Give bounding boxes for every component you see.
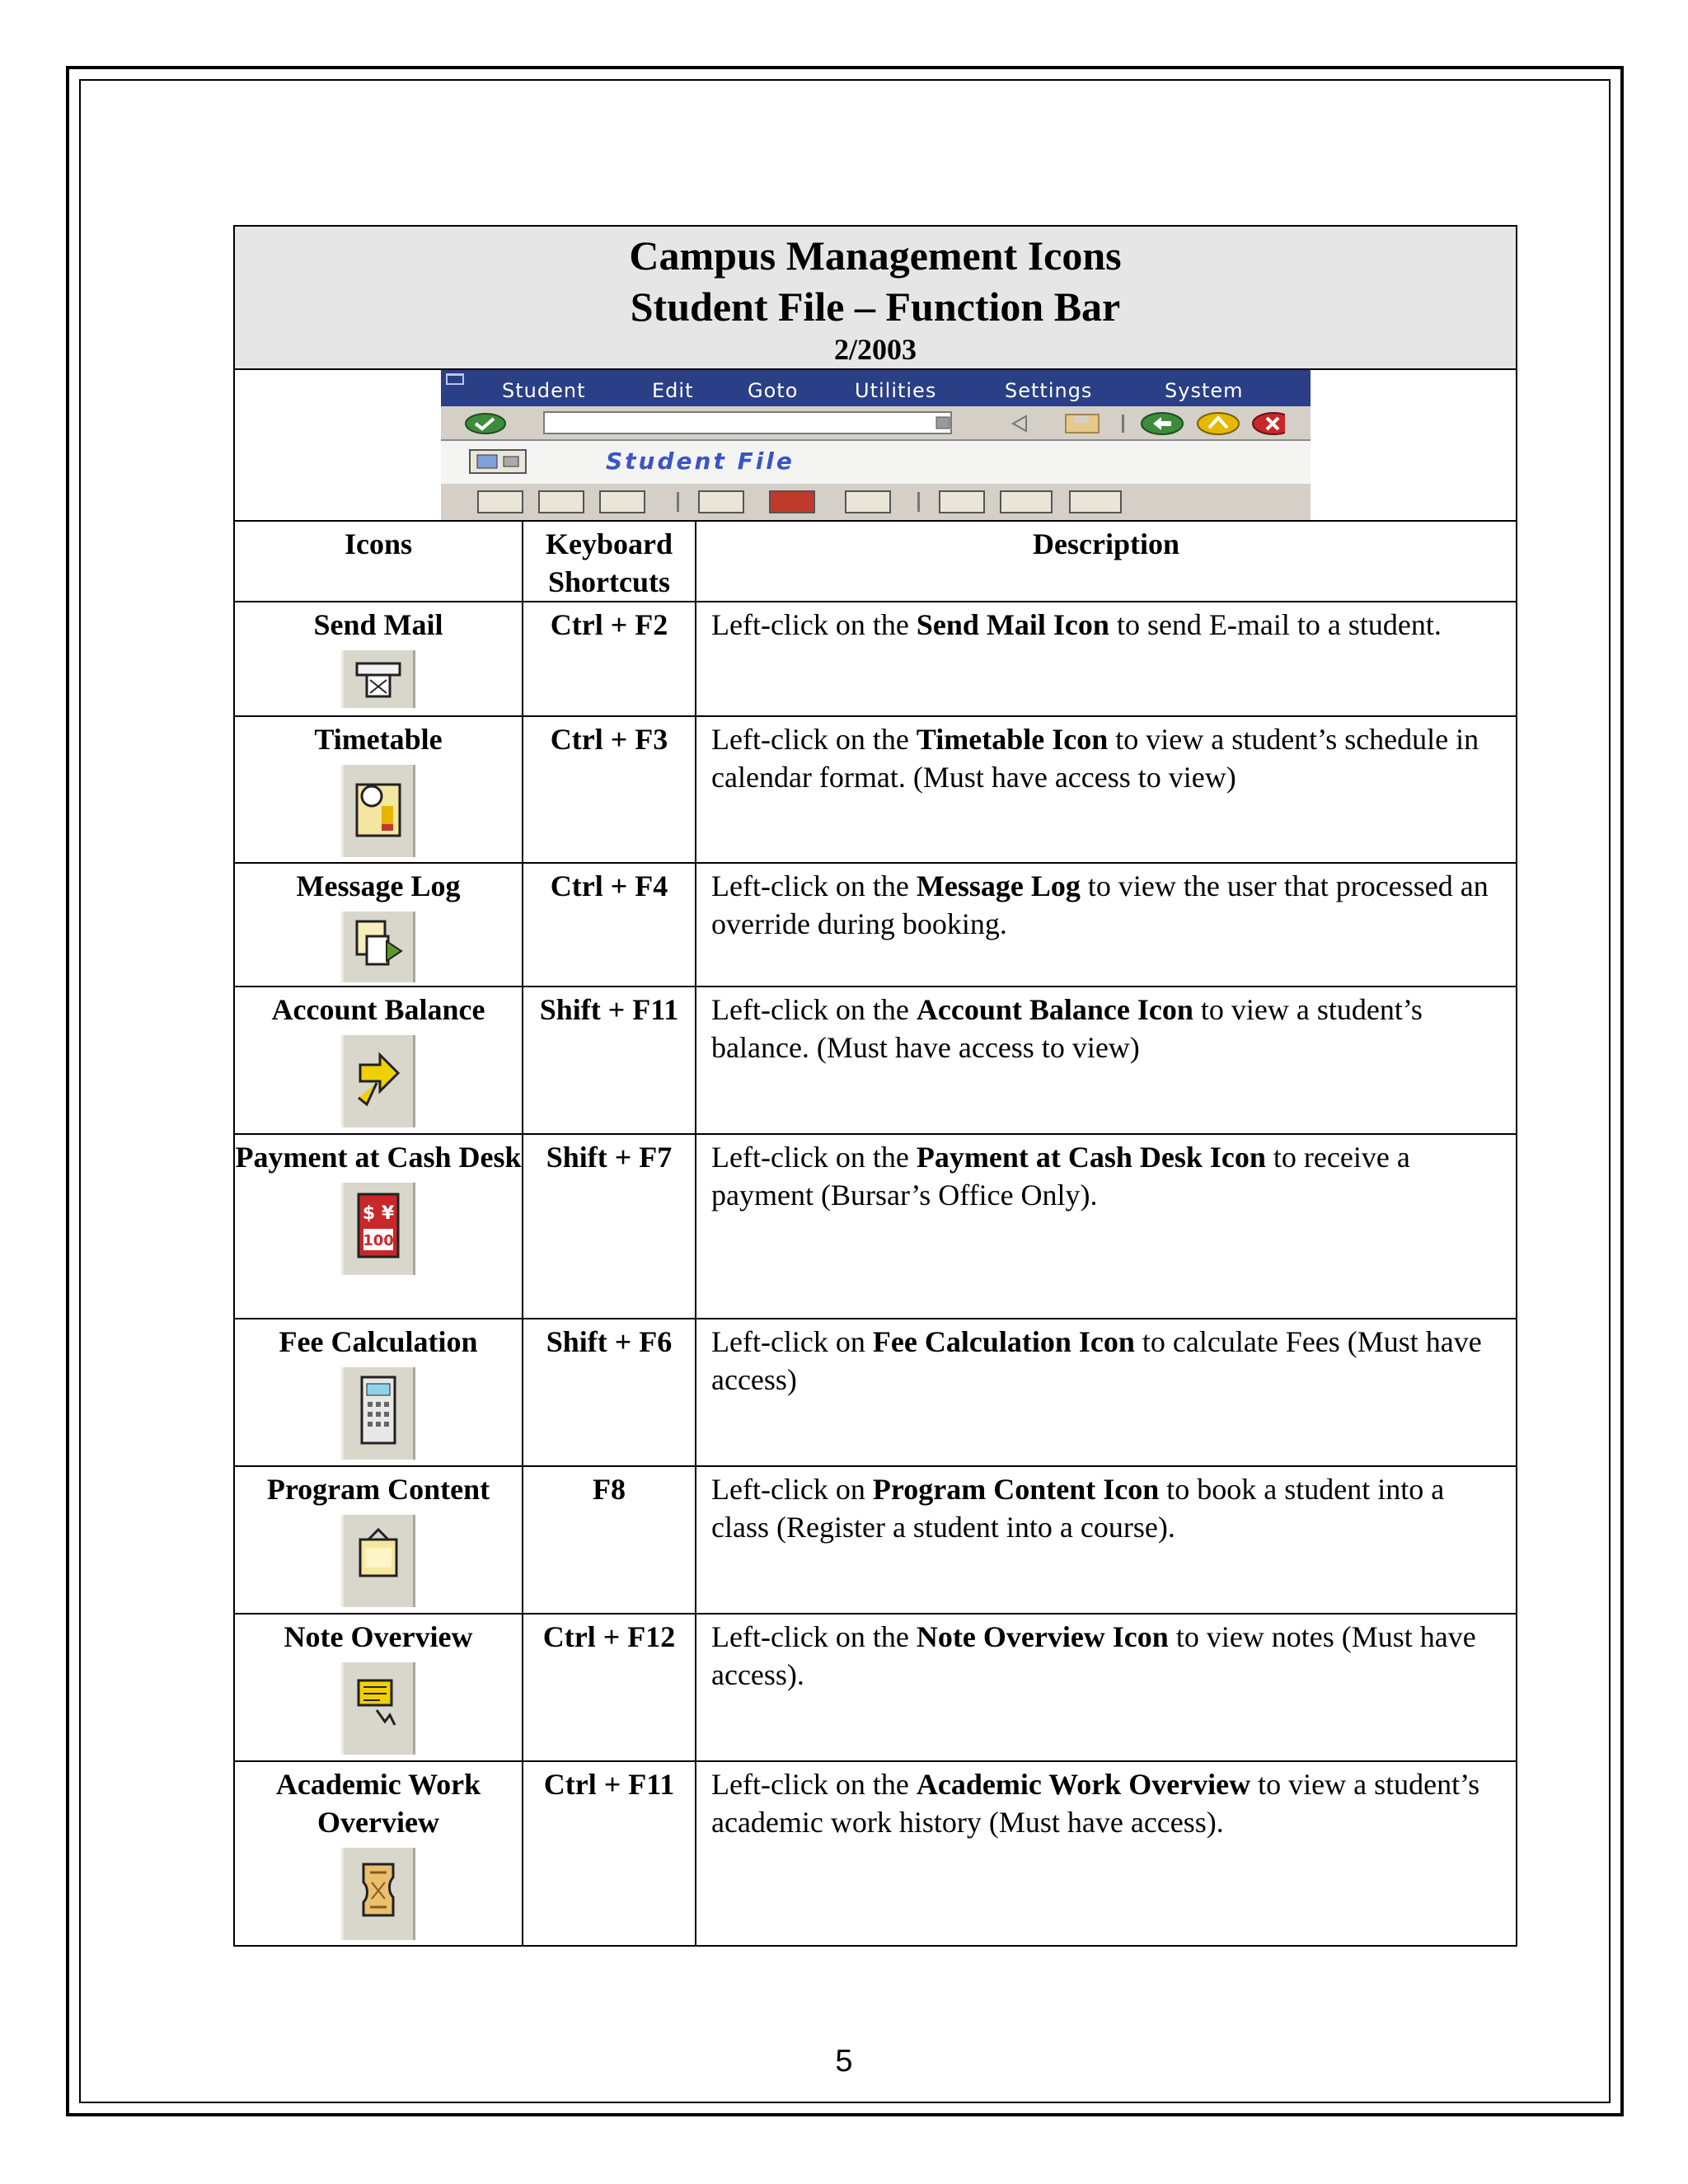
toolbar-academic-work-button <box>1069 490 1122 513</box>
table-row <box>234 1466 1517 1614</box>
icon-cell <box>234 716 523 863</box>
program-content-icon <box>341 1515 415 1607</box>
icon-name: Message Log <box>296 869 461 902</box>
shortcut-cell: Ctrl + F11 <box>523 1761 696 1946</box>
description-bold: Payment at Cash Desk Icon <box>916 1141 1266 1174</box>
shortcut-cell: Ctrl + F4 <box>523 863 696 987</box>
toolbar-note-overview-button <box>1000 490 1053 513</box>
shortcut-cell: Shift + F11 <box>523 987 696 1134</box>
icon-name: Timetable <box>314 723 443 756</box>
description-bold: Fee Calculation Icon <box>872 1325 1135 1358</box>
description-text: to view the user that processed an override during booking. <box>711 869 1489 940</box>
toolbar-separator <box>677 492 679 512</box>
function-bar-table <box>233 225 1517 1947</box>
table-row <box>234 716 1517 863</box>
header-icons: Icons <box>234 521 523 602</box>
sap-screen-title: Student File <box>606 448 795 475</box>
description-bold: Account Balance Icon <box>916 993 1193 1026</box>
save-small-icon <box>935 416 950 429</box>
menu-system: System <box>1165 379 1244 402</box>
document-date: 2/2003 <box>833 333 917 366</box>
shortcut-cell: Ctrl + F3 <box>523 716 696 863</box>
description-text: to view a student’s academic work history (Must have access). <box>711 1768 1480 1839</box>
toolbar-separator <box>1122 415 1124 433</box>
table-row <box>234 1761 1517 1946</box>
sap-screenshot-cell <box>234 369 1517 521</box>
shortcut-cell: Shift + F6 <box>523 1319 696 1466</box>
description-text: Left-click on the <box>711 993 917 1026</box>
icon-cell <box>234 602 523 716</box>
description-text: to view a student’s balance. (Must have access to view) <box>711 993 1423 1064</box>
icon-name: Program Content <box>266 1473 490 1506</box>
shortcut-cell: Shift + F7 <box>523 1134 696 1319</box>
description-cell <box>696 716 1517 863</box>
menu-goto: Goto <box>748 379 799 402</box>
message-log-icon <box>341 912 415 982</box>
account-balance-icon <box>341 1035 415 1127</box>
table-row <box>234 863 1517 987</box>
toolbar-program-content-button <box>939 490 985 513</box>
description-text: to book a student into a class (Register a student into a course). <box>711 1473 1445 1544</box>
description-bold: Send Mail Icon <box>916 608 1109 641</box>
enter-check-icon <box>464 412 507 435</box>
toolbar-payment-button <box>769 490 815 513</box>
description-text: Left-click on the <box>711 1768 917 1801</box>
toolbar-send-mail-button <box>477 490 523 513</box>
timetable-icon <box>341 765 415 857</box>
description-text: to calculate Fees (Must have access) <box>711 1325 1482 1396</box>
description-text: Left-click on the <box>711 869 917 902</box>
cancel-red-icon <box>1252 411 1285 436</box>
description-text: Left-click on the <box>711 608 917 641</box>
back-triangle-icon <box>1010 415 1029 433</box>
description-bold: Message Log <box>916 869 1081 902</box>
toolbar-account-balance-button <box>698 490 744 513</box>
sap-menu-bar <box>441 370 1311 406</box>
toolbar-separator <box>917 492 920 512</box>
shortcut-cell: F8 <box>523 1466 696 1614</box>
description-bold: Academic Work Overview <box>916 1768 1251 1801</box>
description-cell <box>696 602 1517 716</box>
payment-cash-desk-icon <box>341 1183 415 1275</box>
description-text: Left-click on the <box>711 1141 917 1174</box>
back-green-icon <box>1140 411 1184 436</box>
icon-cell <box>234 1134 523 1319</box>
description-text: Left-click on the <box>711 1620 917 1653</box>
description-text: Left-click on the <box>711 723 917 756</box>
description-bold: Timetable Icon <box>916 723 1109 756</box>
description-text: Left-click on <box>711 1325 873 1358</box>
command-field <box>543 411 952 434</box>
description-text: to receive a payment (Bursar’s Office Only). <box>711 1141 1410 1212</box>
icon-cell <box>234 987 523 1134</box>
shortcut-cell: Ctrl + F12 <box>523 1614 696 1761</box>
window-menu-icon <box>446 373 464 385</box>
table-row <box>234 1134 1517 1319</box>
title-row <box>234 226 1517 369</box>
description-text: to view notes (Must have access). <box>711 1620 1476 1691</box>
document-title: Campus Management Icons <box>629 232 1122 279</box>
description-cell <box>696 863 1517 987</box>
description-bold: Program Content Icon <box>872 1473 1160 1506</box>
table-row <box>234 1319 1517 1466</box>
icon-cell <box>234 1761 523 1946</box>
icon-name: Send Mail <box>313 608 443 641</box>
description-text: to view a student’s schedule in calendar format. (Must have access to view) <box>711 723 1479 794</box>
icon-name: Fee Calculation <box>279 1325 478 1358</box>
sap-window-screenshot <box>441 370 1315 520</box>
document-subtitle: Student File – Function Bar <box>630 284 1121 330</box>
sap-standard-toolbar <box>441 406 1311 441</box>
icon-cell <box>234 1614 523 1761</box>
menu-utilities: Utilities <box>855 379 937 402</box>
academic-work-overview-icon <box>341 1848 415 1940</box>
screenshot-row <box>234 369 1517 521</box>
table-row <box>234 602 1517 716</box>
icon-name: Account Balance <box>271 993 485 1026</box>
send-mail-icon <box>341 650 415 708</box>
save-icon <box>1064 413 1100 434</box>
table-row <box>234 987 1517 1134</box>
shortcut-cell: Ctrl + F2 <box>523 602 696 716</box>
icon-cell <box>234 863 523 987</box>
toolbar-fee-calculation-button <box>845 490 891 513</box>
icon-cell <box>234 1466 523 1614</box>
exit-yellow-icon <box>1196 411 1240 436</box>
description-bold: Note Overview Icon <box>916 1620 1169 1653</box>
title-cell <box>234 226 1517 369</box>
icon-name: Academic Work Overview <box>275 1768 481 1839</box>
description-cell <box>696 987 1517 1134</box>
svg-text:$ ¥: $ ¥ <box>362 1203 395 1224</box>
fee-calculation-icon <box>341 1367 415 1460</box>
toolbar-message-log-button <box>599 490 645 513</box>
header-description: Description <box>696 521 1517 602</box>
description-text: to send E-mail to a student. <box>1109 608 1442 641</box>
description-text: Left-click on <box>711 1473 873 1506</box>
table-row <box>234 1614 1517 1761</box>
description-cell <box>696 1614 1517 1761</box>
description-cell <box>696 1134 1517 1319</box>
description-cell <box>696 1466 1517 1614</box>
header-keyboard-shortcuts: Keyboard Shortcuts <box>523 521 696 602</box>
description-cell <box>696 1761 1517 1946</box>
page-number: 5 <box>835 2044 853 2079</box>
note-overview-icon <box>341 1662 415 1755</box>
menu-student: Student <box>502 379 586 402</box>
icon-name: Note Overview <box>284 1620 473 1653</box>
menu-edit: Edit <box>652 379 694 402</box>
description-cell <box>696 1319 1517 1466</box>
column-header-row <box>234 521 1517 602</box>
sap-application-toolbar <box>441 484 1311 520</box>
menu-settings: Settings <box>1005 379 1093 402</box>
svg-text:100: 100 <box>363 1232 394 1249</box>
toolbar-timetable-button <box>538 490 584 513</box>
sap-title-bar <box>441 441 1311 484</box>
icon-name: Payment at Cash Desk <box>235 1141 522 1174</box>
icon-cell <box>234 1319 523 1466</box>
student-lookup-icon <box>469 449 527 474</box>
